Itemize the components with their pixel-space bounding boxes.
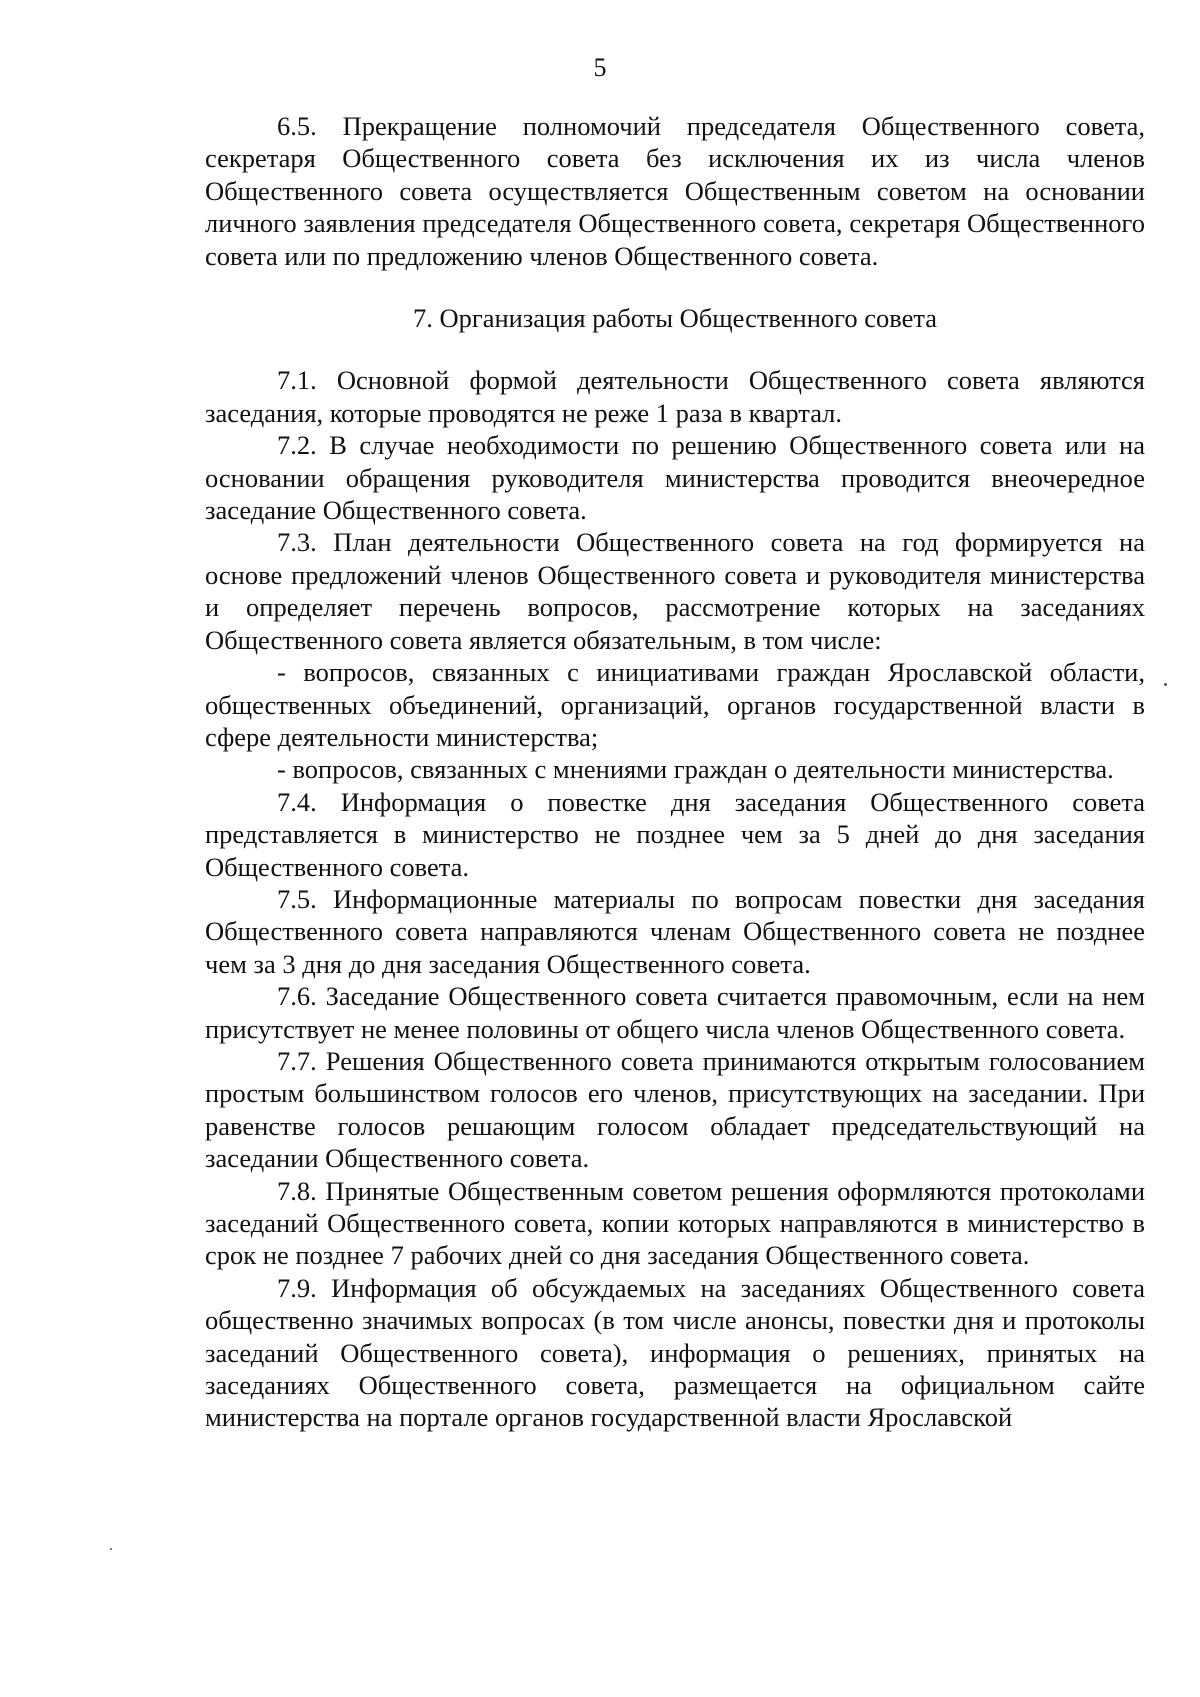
paragraph-7-6: 7.6. Заседание Общественного совета считается правомочным, если на нем присутствует не менее половины от общего числа членов Общественного совета. (205, 981, 1145, 1044)
paragraph-7-4: 7.4. Информация о повестке дня заседания Общественного совета представляется в министерство не позднее чем за 5 дней до дня заседания Общественного совета. (205, 786, 1145, 882)
paragraph-7-5: 7.5. Информационные материалы по вопросам повестки дня заседания Общественного совета направляются членам Общественного совета не позднее чем за 3 дня до дня заседания Общественного совета. (205, 883, 1145, 979)
document-body (205, 110, 1145, 1434)
paragraph-7-7: 7.7. Решения Общественного совета принимаются открытым голосованием простым большинством голосов его членов, присутствующих на заседании. При равенстве голосов решающим голосом обладает председательствующий на заседании Общественного совета. (205, 1045, 1145, 1174)
scan-speck (1164, 683, 1167, 686)
list-item-opinions: - вопросов, связанных с мнениями граждан о деятельности министерства. (277, 754, 1114, 785)
paragraph-7-3: 7.3. План деятельности Общественного совета на год формируется на основе предложений членов Общественного совета и руководителя министерства и определяет перечень вопросов, рассмотрение которых на заседаниях Общественного совета является обязательным, в том числе: (205, 527, 1145, 655)
page-number: 5 (593, 53, 607, 82)
section-heading: 7. Организация работы Общественного совета (412, 303, 938, 334)
paragraph-7-1: 7.1. Основной формой деятельности Общественного совета являются заседания, которые проводятся не реже 1 раза в квартал. (205, 365, 1145, 428)
list-item-initiatives: - вопросов, связанных с инициативами граждан Ярославской области, общественных объединений, организаций, органов государственной власти в сфере деятельности министерства; (205, 657, 1145, 752)
paragraph-7-9: 7.9. Информация об обсуждаемых на заседаниях Общественного совета общественно значимых вопросах (в том числе анонсы, повестки дня и протоколы заседаний Общественного совета), информация о решениях, принятых на заседаниях Общественного совета, размещается на официальном сайте министерства на портале органов государственной власти Ярославской (205, 1272, 1145, 1433)
paragraph-7-8: 7.8. Принятые Общественным советом решения оформляются протоколами заседаний Общественного совета, копии которых направляются в министерство в срок не позднее 7 рабочих дней со дня заседания Общественного совета. (205, 1175, 1145, 1271)
paragraph-6-5: 6.5. Прекращение полномочий председателя Общественного совета, секретаря Общественного совета без исключения их из числа членов Общественного совета осуществляется Общественным советом на основании личного заявления председателя Общественного совета, секретаря Общественного совета или по предложению членов Общественного совета. (205, 111, 1145, 271)
paragraph-7-2: 7.2. В случае необходимости по решению Общественного совета или на основании обращения руководителя министерства проводится внеочередное заседание Общественного совета. (205, 430, 1145, 526)
scan-speck (110, 1548, 112, 1550)
